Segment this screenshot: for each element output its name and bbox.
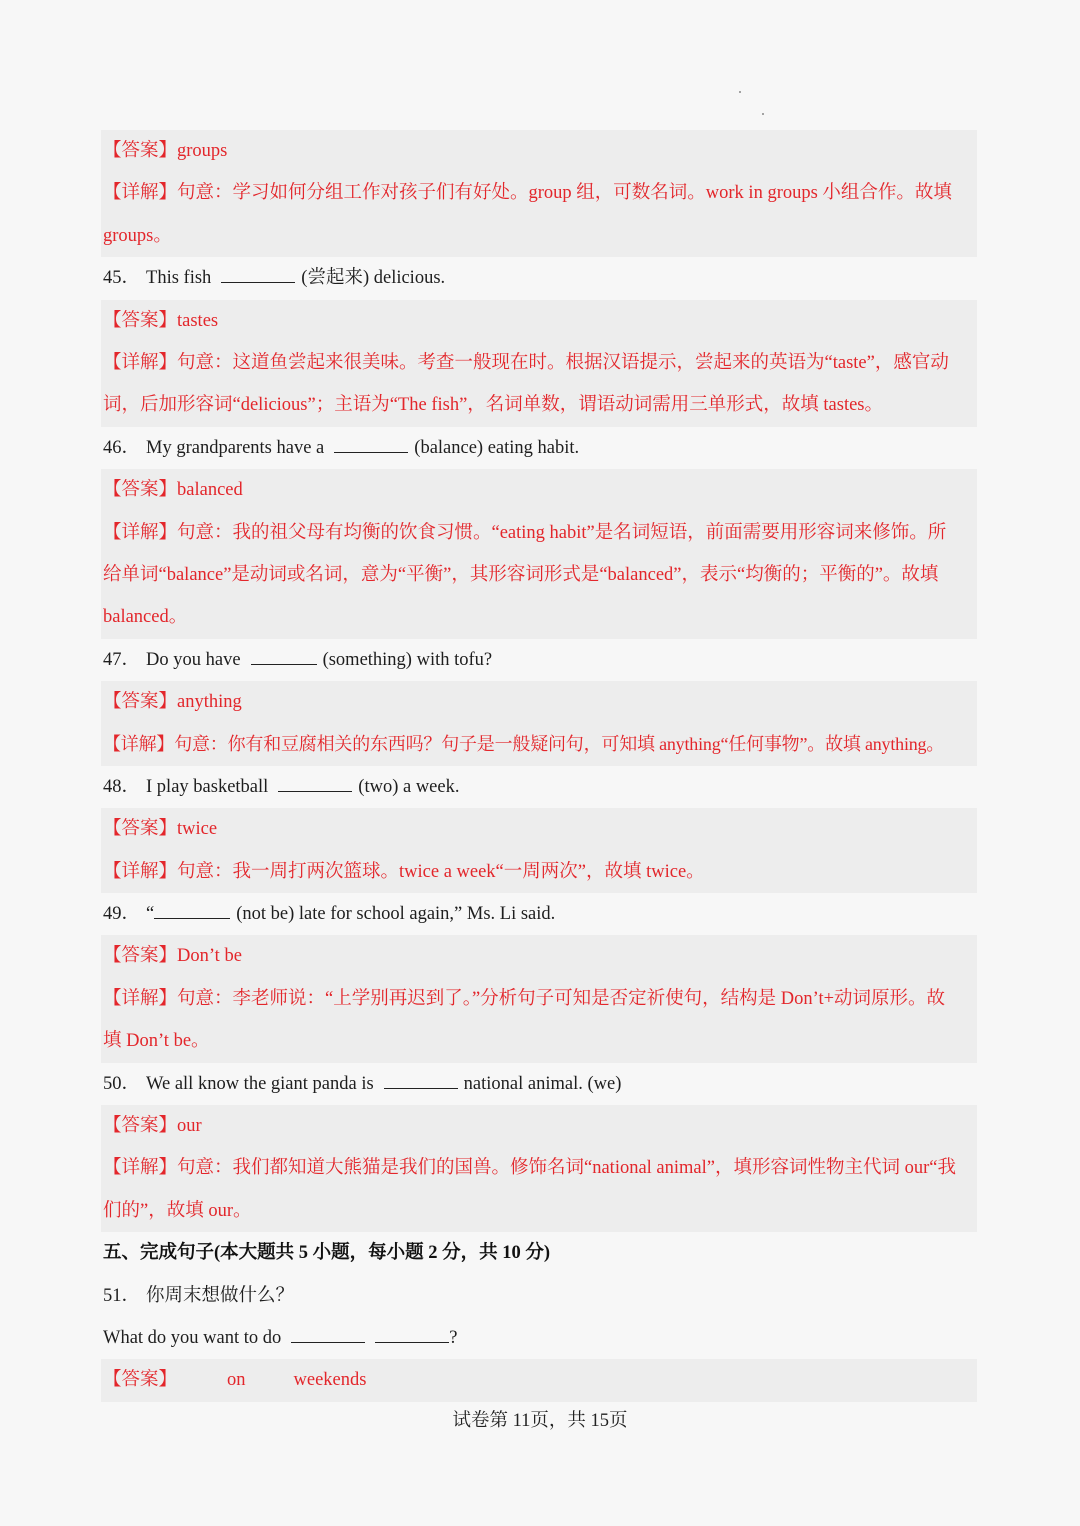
question-number: 45． xyxy=(103,268,141,289)
question-number: 50． xyxy=(103,1073,141,1094)
question-number: 46． xyxy=(103,437,141,458)
answer-word: weekends xyxy=(293,1370,367,1391)
question-number: 47． xyxy=(103,649,141,670)
answer-line: 【答案】our xyxy=(101,1105,977,1147)
explanation-line: 【详解】句意：李老师说：“上学别再迟到了。”分析句子可知是否定祈使句，结构是 Don’t+动词原形。故 xyxy=(101,978,977,1020)
answer-blank xyxy=(375,1326,449,1343)
question-text-after: national animal. (we) xyxy=(463,1073,622,1094)
explanation-line: 【详解】句意：我的祖父母有均衡的饮食习惯。“eating habit”是名词短语，前面需要用形容词来修饰。所 xyxy=(101,512,977,554)
explanation-line: 们的”，故填 our。 xyxy=(101,1190,977,1232)
question-text-before: This fish xyxy=(146,268,212,289)
question-text-before: What do you want to do xyxy=(103,1327,282,1348)
explanation-line: balanced。 xyxy=(101,596,977,638)
question-50 xyxy=(103,1063,977,1105)
question-text-before: We all know the giant panda is xyxy=(146,1073,374,1094)
explanation-line: 【详解】句意：学习如何分组工作对孩子们有好处。group 组，可数名词。work in groups 小组合作。故填 xyxy=(101,172,977,214)
speck-mark xyxy=(739,91,741,93)
question-45 xyxy=(103,257,977,299)
question-text-after: (balance) eating habit. xyxy=(414,437,580,458)
section-header: 五、完成句子(本大题共 5 小题，每小题 2 分，共 10 分) xyxy=(103,1243,551,1264)
explanation-line: 给单词“balance”是动词或名词，意为“平衡”，其形容词形式是“balanced”，表示“均衡的；平衡的”。故填 xyxy=(101,554,977,596)
answer-word: on xyxy=(227,1370,246,1391)
explanation-line: 词，后加形容词“delicious”；主语为“The fish”，名词单数，谓语动词需用三单形式，故填 tastes。 xyxy=(101,384,977,426)
answer-blank xyxy=(251,648,317,665)
answer-blank xyxy=(334,436,408,453)
question-49 xyxy=(103,893,977,935)
answer-blank xyxy=(221,266,295,283)
answer-content xyxy=(103,130,977,1402)
question-text-after: (not be) late for school again,” Ms. Li said. xyxy=(236,904,556,925)
question-chinese: 你周末想做什么？ xyxy=(146,1285,295,1306)
question-text-before: I play basketball xyxy=(146,776,269,797)
answer-line xyxy=(101,1359,977,1401)
question-51-english xyxy=(103,1317,977,1359)
answer-line: 【答案】groups xyxy=(101,130,977,172)
page-footer: 试卷第 11页，共 15页 xyxy=(452,1411,628,1431)
answer-blank xyxy=(154,902,230,919)
answer-line: 【答案】Don’t be xyxy=(101,935,977,977)
answer-line: 【答案】balanced xyxy=(101,469,977,511)
answer-blank xyxy=(278,775,352,792)
question-number: 49． xyxy=(103,904,141,925)
question-text-before: Do you have xyxy=(146,649,241,670)
explanation-line: 填 Don’t be。 xyxy=(101,1020,977,1062)
question-text-before: My grandparents have a xyxy=(146,437,325,458)
explanation-line: 【详解】句意：你有和豆腐相关的东西吗？句子是一般疑问句，可知填 anything“任何事物”。故填 anything。 xyxy=(101,723,977,765)
question-text-after: (尝起来) delicious. xyxy=(301,268,446,289)
explanation-line: 【详解】句意：这道鱼尝起来很美味。考查一般现在时。根据汉语提示，尝起来的英语为“taste”，感官动 xyxy=(101,342,977,384)
answer-blank xyxy=(291,1326,365,1343)
answer-line: 【答案】twice xyxy=(101,808,977,850)
question-number: 48． xyxy=(103,776,141,797)
question-text-after: ? xyxy=(449,1327,458,1348)
explanation-line: 【详解】句意：我一周打两次篮球。twice a week“一周两次”，故填 twice。 xyxy=(101,851,977,893)
answer-line: 【答案】anything xyxy=(101,681,977,723)
explanation-line: groups。 xyxy=(101,215,977,257)
question-text-before: “ xyxy=(146,904,155,925)
answer-label: 【答案】 xyxy=(103,1370,178,1391)
question-number: 51． xyxy=(103,1285,141,1306)
question-46 xyxy=(103,427,977,469)
question-text-after: (something) with tofu? xyxy=(322,649,493,670)
question-48 xyxy=(103,766,977,808)
explanation-line: 【详解】句意：我们都知道大熊猫是我们的国兽。修饰名词“national animal”，填形容词性物主代词 our“我 xyxy=(101,1147,977,1189)
answer-blank xyxy=(384,1072,458,1089)
answer-line: 【答案】tastes xyxy=(101,300,977,342)
question-47 xyxy=(103,639,977,681)
speck-mark xyxy=(762,113,764,115)
question-51 xyxy=(103,1275,977,1317)
question-text-after: (two) a week. xyxy=(358,776,460,797)
